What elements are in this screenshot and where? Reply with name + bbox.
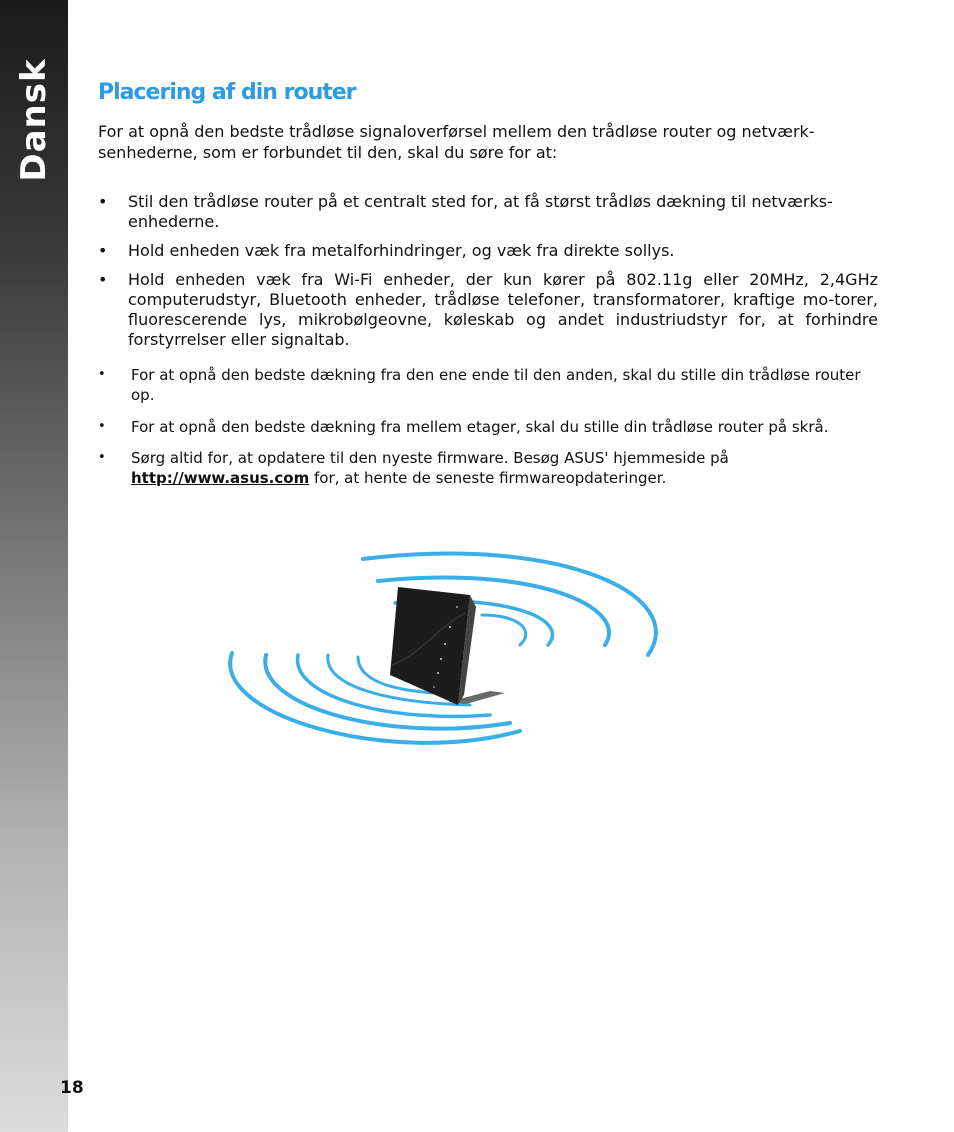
bullet-icon: • xyxy=(98,192,108,211)
list-item xyxy=(98,241,878,261)
list-item xyxy=(98,270,878,350)
placement-tips-list xyxy=(98,192,878,350)
language-tab-label: Dansk xyxy=(14,58,54,182)
list-item xyxy=(98,192,878,232)
bullet-icon: • xyxy=(98,270,108,289)
page-number: 18 xyxy=(60,1078,84,1098)
list-item-text: Hold enheden væk fra Wi-Fi enheder, der kun kører på 802.11g eller 20MHz, 2,4GHz computerudstyr, Bluetooth enheder, trådløse telefoner, transformatorer, kraftige mo-torer, fluorescerende lys, mikrobølgeovne, køleskab og andet industriudstyr for, at forhindre forstyrrelser eller signaltab. xyxy=(128,270,878,349)
list-item xyxy=(98,448,878,488)
coverage-tips-list xyxy=(98,365,878,488)
intro-paragraph: For at opnå den bedste trådløse signaloverførsel mellem den trådløse router og netværk-senhederne, som er forbundet til den, skal du søre for at: xyxy=(98,122,815,162)
list-item-text: Hold enheden væk fra metalforhindringer, og væk fra direkte sollys. xyxy=(128,241,675,260)
router-signal-illustration xyxy=(220,545,680,760)
asus-website-link[interactable]: http://www.asus.com xyxy=(131,469,310,487)
list-item xyxy=(98,417,878,437)
language-side-tab xyxy=(0,0,68,1132)
bullet-icon: • xyxy=(98,450,106,465)
firmware-text-before: Sørg altid for, at opdatere til den nyeste firmware. Besøg ASUS' hjemmeside på xyxy=(131,449,729,467)
firmware-text-after: for, at hente de seneste firmwareopdateringer. xyxy=(309,469,667,487)
list-item-text: Stil den trådløse router på et centralt sted for, at få størst trådløs dækning til netværks-enhederne. xyxy=(128,192,833,231)
bullet-icon: • xyxy=(98,241,108,260)
list-item-text: For at opnå den bedste dækning fra mellem etager, skal du stille din trådløse router på skrå. xyxy=(131,418,829,436)
bullet-icon: • xyxy=(98,367,106,382)
list-item-text: For at opnå den bedste dækning fra den ene ende til den anden, skal du stille din trådløse router op. xyxy=(131,366,861,404)
list-item xyxy=(98,365,878,405)
section-heading: Placering af din router xyxy=(98,80,356,105)
bullet-icon: • xyxy=(98,419,106,434)
